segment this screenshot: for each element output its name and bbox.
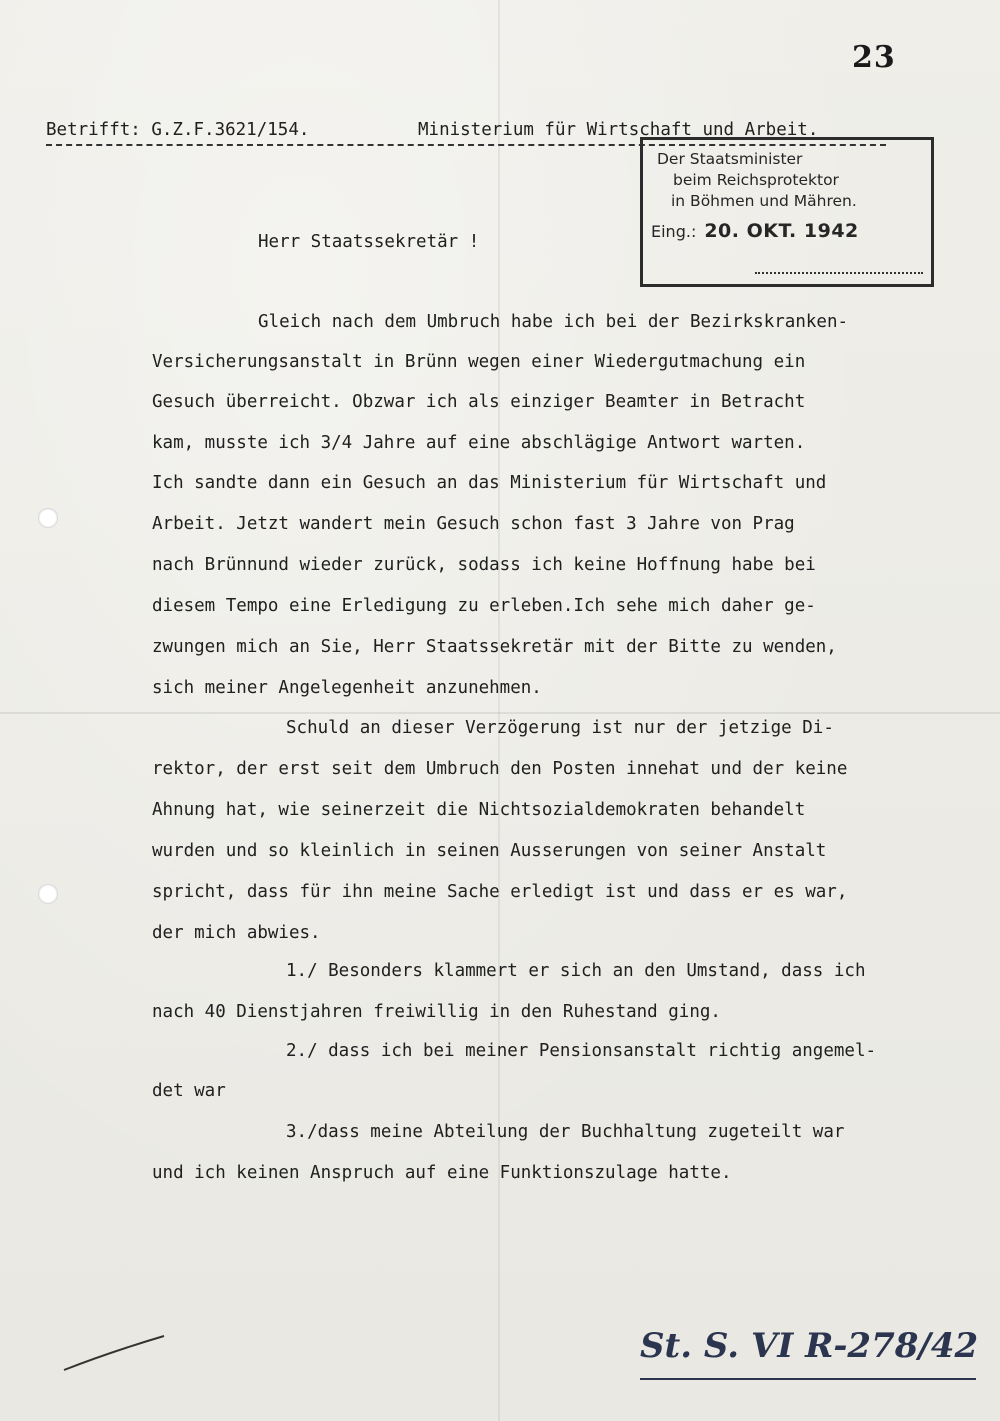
letter-line: rektor, der erst seit dem Umbruch den Posten innehat und der keine xyxy=(152,759,848,779)
letter-line: nach 40 Dienstjahren freiwillig in den Ruhestand ging. xyxy=(152,1002,721,1022)
ministry-name: Ministerium für Wirtschaft und Arbeit. xyxy=(418,120,819,140)
letter-line: 2./ dass ich bei meiner Pensionsanstalt richtig angemel- xyxy=(286,1041,877,1061)
letter-line: Ahnung hat, wie seinerzeit die Nichtsozialdemokraten behandelt xyxy=(152,800,806,820)
letter-line: 3./dass meine Abteilung der Buchhaltung zugeteilt war xyxy=(286,1122,845,1142)
letter-line: Ich sandte dann ein Gesuch an das Ministerium für Wirtschaft und xyxy=(152,473,827,493)
letter-line: kam, musste ich 3/4 Jahre auf eine abschlägige Antwort warten. xyxy=(152,433,806,453)
letter-line: det war xyxy=(152,1081,226,1101)
page-number: 23 xyxy=(852,40,896,75)
file-reference: St. S. VI R-278/42 xyxy=(640,1326,979,1366)
stamp-line-2: beim Reichsprotektor xyxy=(673,171,839,189)
letter-line: zwungen mich an Sie, Herr Staatssekretär mit der Bitte zu wenden, xyxy=(152,637,837,657)
letter-line: sich meiner Angelegenheit anzunehmen. xyxy=(152,678,542,698)
letter-line: der mich abwies. xyxy=(152,923,321,943)
letter-line: Versicherungsanstalt in Brünn wegen einer Wiedergutmachung ein xyxy=(152,352,806,372)
letter-line: 1./ Besonders klammert er sich an den Umstand, dass ich xyxy=(286,961,866,981)
letter-line: spricht, dass für ihn meine Sache erledigt ist und dass er es war, xyxy=(152,882,848,902)
file-reference-underline xyxy=(640,1378,976,1380)
salutation: Herr Staatssekretär ! xyxy=(258,232,480,252)
letter-line: Gesuch überreicht. Obzwar ich als einziger Beamter in Betracht xyxy=(152,392,806,412)
letter-line: nach Brünnund wieder zurück, sodass ich keine Hoffnung habe bei xyxy=(152,555,816,575)
letter-line: Gleich nach dem Umbruch habe ich bei der Bezirkskranken- xyxy=(258,312,849,332)
stamp-date-value: 20. OKT. 1942 xyxy=(704,220,859,242)
reference-line: Betrifft: G.Z.F.3621/154. xyxy=(46,120,310,140)
stamp-line-3: in Böhmen und Mähren. xyxy=(671,192,857,210)
letter-line: und ich keinen Anspruch auf eine Funktionszulage hatte. xyxy=(152,1163,732,1183)
letter-line: Arbeit. Jetzt wandert mein Gesuch schon fast 3 Jahre von Prag xyxy=(152,514,795,534)
letter-line: wurden und so kleinlich in seinen Ausserungen von seiner Anstalt xyxy=(152,841,827,861)
letter-line: diesem Tempo eine Erledigung zu erleben.Ich sehe mich daher ge- xyxy=(152,596,816,616)
stamp-received-label: Eing.: xyxy=(651,222,697,241)
letter-line: Schuld an dieser Verzögerung ist nur der jetzige Di- xyxy=(286,718,834,738)
stamp-line-1: Der Staatsminister xyxy=(657,150,803,168)
